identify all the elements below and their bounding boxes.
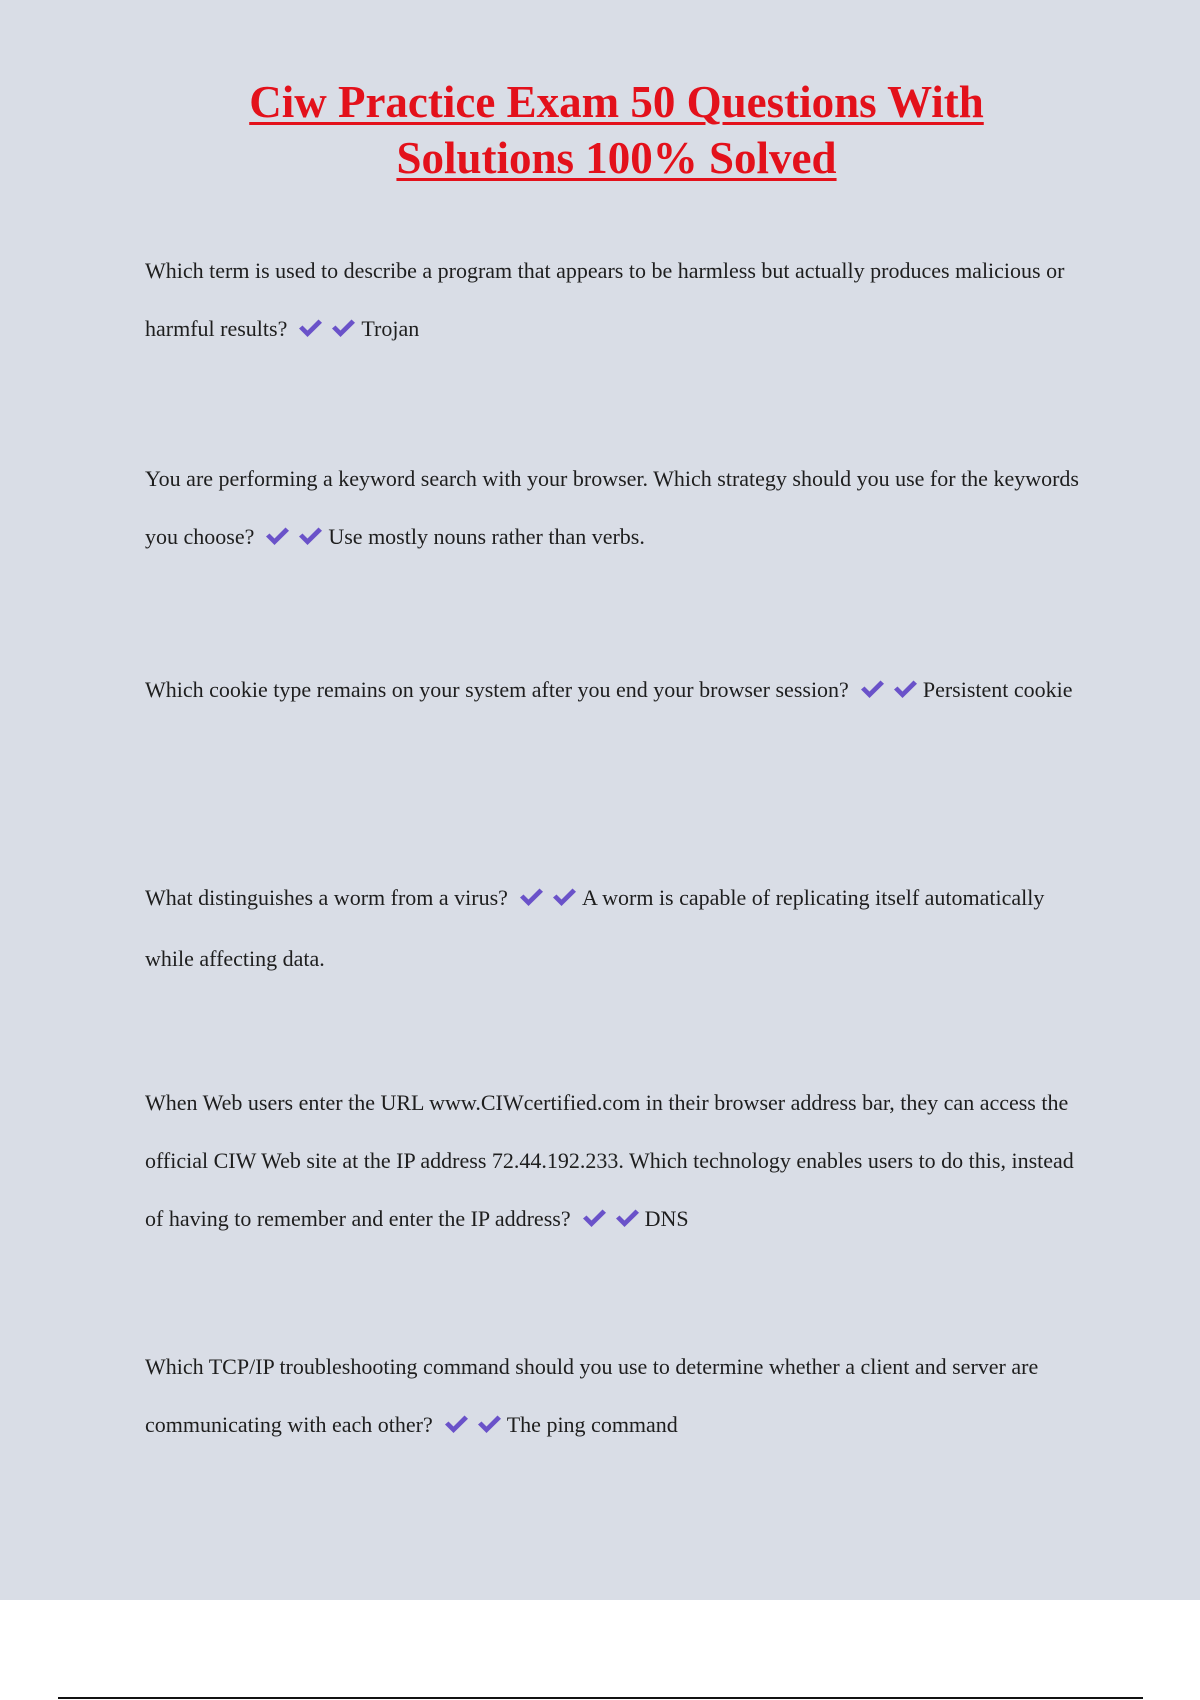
check-icon xyxy=(297,525,324,547)
answer-text: Persistent cookie xyxy=(922,677,1073,702)
title-line-1: Ciw Practice Exam 50 Questions With xyxy=(249,77,984,127)
check-icon xyxy=(443,1413,470,1435)
answer-marker xyxy=(297,303,357,361)
answer-marker xyxy=(859,664,919,722)
check-icon xyxy=(330,317,357,339)
qa-item xyxy=(145,869,1095,988)
answer-marker xyxy=(581,1193,641,1251)
check-icon xyxy=(581,1207,608,1229)
qa-item xyxy=(145,1338,1095,1457)
check-icon xyxy=(476,1413,503,1435)
footer-divider xyxy=(58,1697,1143,1699)
answer-text: A worm is capable of replicating itself automatically while affecting data. xyxy=(145,885,1045,971)
check-icon xyxy=(264,525,291,547)
qa-item xyxy=(145,450,1095,569)
check-icon xyxy=(518,886,545,908)
check-icon xyxy=(892,678,919,700)
check-icon xyxy=(297,317,324,339)
answer-marker xyxy=(264,511,324,569)
check-icon xyxy=(551,886,578,908)
question-text: Which TCP/IP troubleshooting command should you use to determine whether a client and server are communicating with each other? xyxy=(145,1354,1039,1437)
question-text: What distinguishes a worm from a virus? xyxy=(145,885,508,910)
question-text: You are performing a keyword search with your browser. Which strategy should you use for the keywords you choose? xyxy=(145,466,1079,549)
check-icon xyxy=(614,1207,641,1229)
answer-marker xyxy=(443,1399,503,1457)
answer-marker xyxy=(518,872,578,930)
title-line-2: Solutions 100% Solved xyxy=(396,133,837,183)
question-text: Which cookie type remains on your system after you end your browser session? xyxy=(145,677,849,702)
answer-text: Trojan xyxy=(361,316,420,341)
question-text: When Web users enter the URL www.CIWcertified.com in their browser address bar, they can access the official CIW Web site at the IP address 72.44.192.233. Which technology enables users to do this, instead of having to remember and enter the IP address? xyxy=(145,1090,1074,1231)
check-icon xyxy=(859,678,886,700)
qa-item xyxy=(145,242,1095,361)
qa-item xyxy=(145,1074,1095,1251)
qa-item xyxy=(145,661,1095,722)
answer-text: The ping command xyxy=(506,1412,678,1437)
answer-text: DNS xyxy=(644,1206,689,1231)
answer-text: Use mostly nouns rather than verbs. xyxy=(328,524,645,549)
document-title xyxy=(100,74,1133,186)
question-text: Which term is used to describe a program that appears to be harmless but actually produces malicious or harmful results? xyxy=(145,258,1065,341)
